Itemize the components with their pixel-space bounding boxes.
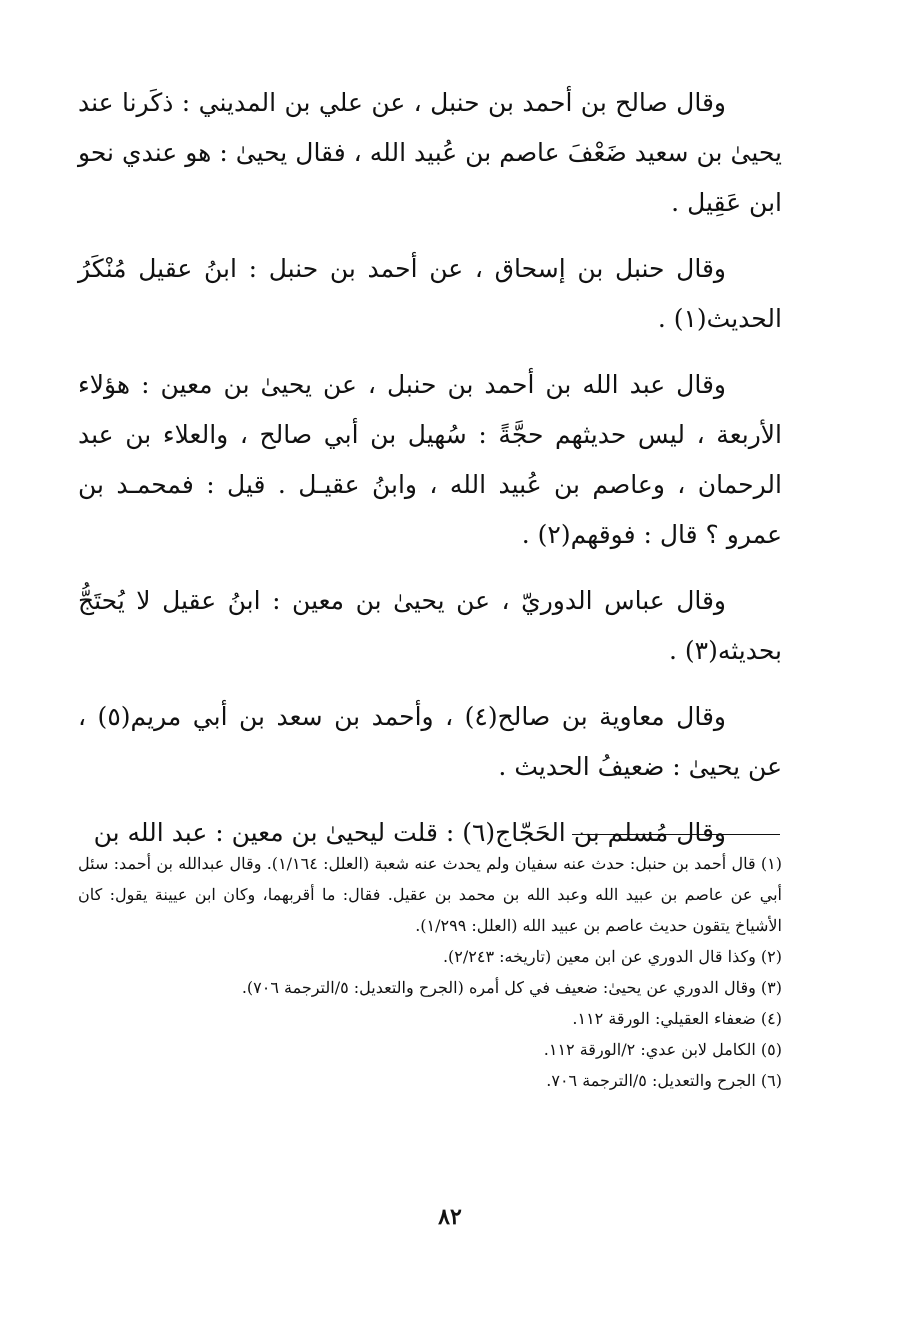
paragraph: وقال معاوية بن صالح(٤) ، وأحمد بن سعد بن أبي مريم(٥) ، عن يحيىٰ : ضعيفُ الحديث . bbox=[78, 702, 782, 781]
footnote-separator bbox=[572, 834, 780, 835]
footnote: (٥) الكامل لابن عدي: ٢/الورقة ١١٢. bbox=[543, 1040, 782, 1059]
paragraph: وقال حنبل بن إسحاق ، عن أحمد بن حنبل : ابنُ عقيل مُنْكَرُ الحديث(١) . bbox=[78, 254, 782, 333]
paragraph: وقال مُسلم بن الحَجّاج(٦) : قلت ليحيىٰ بن معين : عبد الله بن bbox=[93, 818, 726, 847]
footnote: (٢) وكذا قال الدوري عن ابن معين (تاريخه: ٢/٢٤٣). bbox=[442, 947, 782, 966]
footnotes bbox=[78, 848, 782, 1096]
paragraph: وقال عباس الدوريّ ، عن يحيىٰ بن معين : ابنُ عقيل لا يُحتَجُّ بحديثه(٣) . bbox=[78, 586, 782, 665]
footnote: (٣) وقال الدوري عن يحيىٰ: ضعيف في كل أمره (الجرح والتعديل: ٥/الترجمة ٧٠٦). bbox=[241, 978, 782, 997]
footnote: (٤) ضعفاء العقيلي: الورقة ١١٢. bbox=[572, 1009, 782, 1028]
paragraph: وقال صالح بن أحمد بن حنبل ، عن علي بن المديني : ذكَرنا عند يحيىٰ بن سعيد ضَعْفَ عاصم بن عُبيد الله ، فقال يحيىٰ : هو عندي نحو ابن عَقِيل . bbox=[78, 88, 782, 217]
page-number: ٨٢ bbox=[438, 1204, 462, 1230]
footnote: (١) قال أحمد بن حنبل: حدث عنه سفيان ولم يحدث عنه شعبة (العلل: ١/١٦٤). وقال عبدالله بن أحمد: سئل أبي عن عاصم بن عبيد الله وعبد الله بن محمد بن عقيل. فقال: ما أقربهما، وكان ابن عيينة يقول: كان الأشياخ يتقون حديث عاصم بن عبيد الله (العلل: ١/٢٩٩). bbox=[78, 854, 783, 935]
footnote: (٦) الجرح والتعديل: ٥/الترجمة ٧٠٦. bbox=[546, 1071, 782, 1090]
main-text bbox=[78, 78, 782, 874]
paragraph: وقال عبد الله بن أحمد بن حنبل ، عن يحيىٰ بن معين : هؤلاء الأربعة ، ليس حديثهم حجَّةً : سُهيل بن أبي صالح ، والعلاء بن عبد الرحمان ، وعاصم بن عُبيد الله ، وابنُ عقيـل . قيل : فمحمـد بن عمرو ؟ قال : فوقهم(٢) . bbox=[78, 370, 782, 549]
